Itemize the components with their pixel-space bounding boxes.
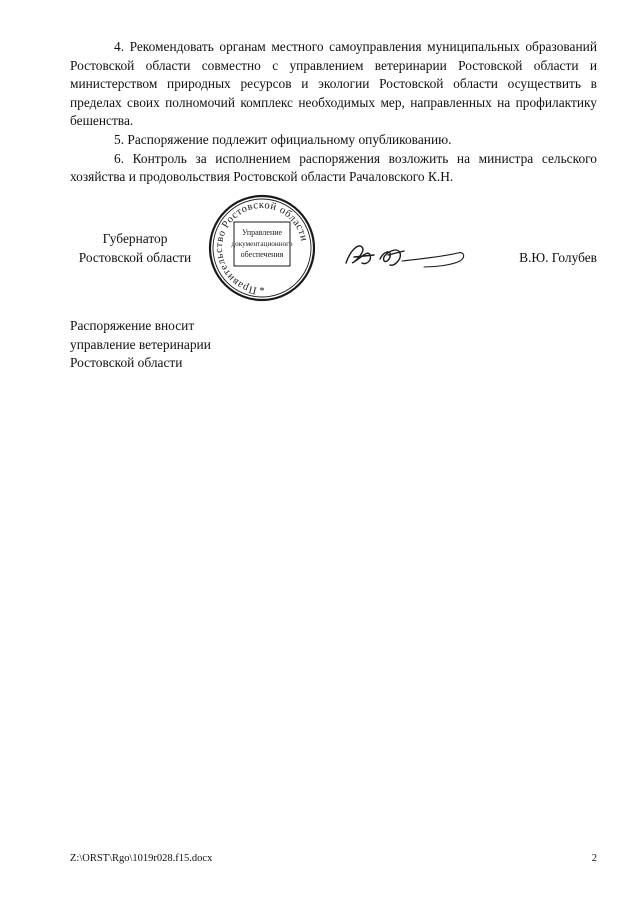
seal-center-line3: обеспечения (240, 250, 284, 259)
seal-center-line1: Управление (241, 228, 283, 237)
seal-star: * (259, 286, 265, 297)
governor-title-line1: Губернатор (102, 231, 168, 246)
page-number: 2 (591, 853, 597, 864)
footer-file-path: Z:\ORST\Rgo\1019r028.f15.docx (70, 853, 213, 864)
signer-name: В.Ю. Голубев (519, 250, 597, 265)
note-line2: управление ветеринарии (70, 336, 211, 352)
seal-inner-ring (213, 199, 311, 297)
signature-graphic (340, 237, 472, 273)
paragraph-5: 5. Распоряжение подлежит официальному опубликованию. (114, 131, 452, 147)
paragraph-4: 4. Рекомендовать органам местного самоуправления муниципальных образований Ростовской области совместно с управлением ветеринарии Ростовской области и министерством природных ресурсов и экологии Ростовской области осуществить в пределах своих полномочий комплекс необходимых мер, направленных на профилактику бешенства. (70, 39, 597, 129)
governor-title (70, 230, 200, 267)
seal-ring-text: Правительство Ростовской области (213, 199, 310, 296)
handwritten-signature (340, 237, 472, 273)
note-line1: Распоряжение вносит (70, 318, 195, 333)
paragraph-6: 6. Контроль за исполнением распоряжения возложить на министра сельского хозяйства и продовольствия Ростовской области Рачаловского К.Н. (70, 150, 597, 185)
seal-center-line2: документационного (231, 240, 293, 248)
signature-block (70, 192, 597, 302)
note-line3: Ростовской области (70, 355, 183, 371)
submitted-by-note (70, 317, 211, 373)
document-body (70, 38, 597, 187)
seal-graphic (204, 192, 320, 302)
official-seal (204, 192, 320, 302)
governor-title-line2: Ростовской области (78, 249, 192, 265)
seal-outer-ring (210, 196, 314, 300)
